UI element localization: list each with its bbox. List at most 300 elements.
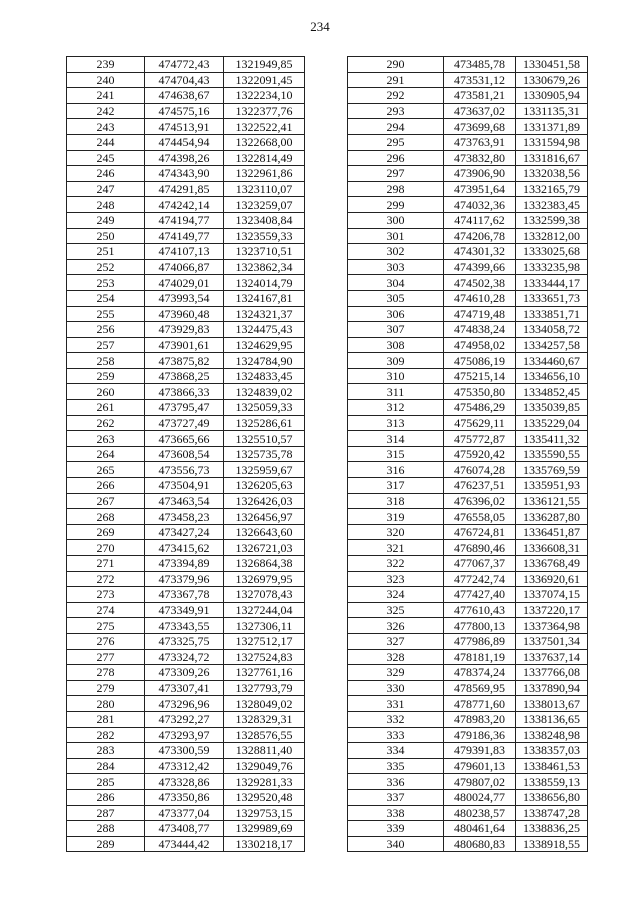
x-coordinate-cell: 474610,28 [444, 290, 516, 306]
point-number-cell: 307 [348, 322, 444, 338]
x-coordinate-cell: 480024,77 [444, 789, 516, 805]
x-coordinate-cell: 474638,67 [145, 88, 224, 104]
y-coordinate-cell: 1334058,72 [516, 322, 588, 338]
point-number-cell: 330 [348, 680, 444, 696]
point-number-cell: 295 [348, 134, 444, 150]
point-number-cell: 267 [67, 493, 145, 509]
x-coordinate-cell: 473367,78 [145, 587, 224, 603]
x-coordinate-cell: 474772,43 [145, 57, 224, 73]
table-row [67, 509, 305, 525]
y-coordinate-cell: 1325959,67 [224, 462, 305, 478]
x-coordinate-cell: 475215,14 [444, 368, 516, 384]
point-number-cell: 270 [67, 540, 145, 556]
y-coordinate-cell: 1328811,40 [224, 743, 305, 759]
table-row [67, 711, 305, 727]
y-coordinate-cell: 1337364,98 [516, 618, 588, 634]
x-coordinate-cell: 476074,28 [444, 462, 516, 478]
y-coordinate-cell: 1331594,98 [516, 134, 588, 150]
table-row [348, 400, 588, 416]
point-number-cell: 319 [348, 509, 444, 525]
x-coordinate-cell: 475772,87 [444, 431, 516, 447]
y-coordinate-cell: 1336608,31 [516, 540, 588, 556]
x-coordinate-cell: 476396,02 [444, 493, 516, 509]
y-coordinate-cell: 1322234,10 [224, 88, 305, 104]
x-coordinate-cell: 474513,91 [145, 119, 224, 135]
y-coordinate-cell: 1329049,76 [224, 758, 305, 774]
y-coordinate-cell: 1323110,07 [224, 181, 305, 197]
x-coordinate-cell: 480680,83 [444, 836, 516, 852]
point-number-cell: 264 [67, 446, 145, 462]
table-row [348, 228, 588, 244]
table-row [348, 758, 588, 774]
table-row [67, 633, 305, 649]
table-row [67, 602, 305, 618]
table-row [348, 462, 588, 478]
table-row [348, 493, 588, 509]
point-number-cell: 282 [67, 727, 145, 743]
y-coordinate-cell: 1331371,89 [516, 119, 588, 135]
table-row [348, 57, 588, 73]
point-number-cell: 318 [348, 493, 444, 509]
point-number-cell: 317 [348, 478, 444, 494]
x-coordinate-cell: 473350,86 [145, 789, 224, 805]
point-number-cell: 241 [67, 88, 145, 104]
table-row [348, 150, 588, 166]
point-number-cell: 300 [348, 212, 444, 228]
y-coordinate-cell: 1338248,98 [516, 727, 588, 743]
table-row [67, 119, 305, 135]
table-row [348, 711, 588, 727]
table-row [67, 665, 305, 681]
page-number: 234 [310, 19, 330, 34]
point-number-cell: 290 [348, 57, 444, 73]
point-number-cell: 288 [67, 821, 145, 837]
x-coordinate-cell: 473929,83 [145, 322, 224, 338]
y-coordinate-cell: 1331816,67 [516, 150, 588, 166]
x-coordinate-cell: 474242,14 [145, 197, 224, 213]
table-row [67, 524, 305, 540]
point-number-cell: 260 [67, 384, 145, 400]
point-number-cell: 322 [348, 556, 444, 572]
table-row [67, 290, 305, 306]
point-number-cell: 335 [348, 758, 444, 774]
point-number-cell: 306 [348, 306, 444, 322]
table-row [348, 368, 588, 384]
x-coordinate-cell: 474704,43 [145, 72, 224, 88]
x-coordinate-cell: 473394,89 [145, 556, 224, 572]
x-coordinate-cell: 473504,91 [145, 478, 224, 494]
y-coordinate-cell: 1329520,48 [224, 789, 305, 805]
x-coordinate-cell: 475629,11 [444, 415, 516, 431]
x-coordinate-cell: 474032,36 [444, 197, 516, 213]
table-row [348, 821, 588, 837]
table-row [348, 259, 588, 275]
y-coordinate-cell: 1329753,15 [224, 805, 305, 821]
x-coordinate-cell: 473415,62 [145, 540, 224, 556]
point-number-cell: 269 [67, 524, 145, 540]
point-number-cell: 239 [67, 57, 145, 73]
table-row [67, 275, 305, 291]
coordinates-table-right [347, 56, 588, 852]
point-number-cell: 272 [67, 571, 145, 587]
point-number-cell: 284 [67, 758, 145, 774]
y-coordinate-cell: 1326205,63 [224, 478, 305, 494]
y-coordinate-cell: 1338559,13 [516, 774, 588, 790]
point-number-cell: 336 [348, 774, 444, 790]
table-row [348, 836, 588, 852]
y-coordinate-cell: 1337501,34 [516, 633, 588, 649]
table-row [67, 618, 305, 634]
table-row [348, 587, 588, 603]
y-coordinate-cell: 1327761,16 [224, 665, 305, 681]
x-coordinate-cell: 474066,87 [145, 259, 224, 275]
y-coordinate-cell: 1332165,79 [516, 181, 588, 197]
x-coordinate-cell: 474719,48 [444, 306, 516, 322]
x-coordinate-cell: 473377,04 [145, 805, 224, 821]
table-row [348, 306, 588, 322]
y-coordinate-cell: 1324833,45 [224, 368, 305, 384]
table-row [348, 602, 588, 618]
table-row [67, 384, 305, 400]
x-coordinate-cell: 474291,85 [145, 181, 224, 197]
point-number-cell: 259 [67, 368, 145, 384]
table-row [67, 493, 305, 509]
point-number-cell: 258 [67, 353, 145, 369]
y-coordinate-cell: 1337766,08 [516, 665, 588, 681]
table-row [348, 197, 588, 213]
x-coordinate-cell: 473901,61 [145, 337, 224, 353]
x-coordinate-cell: 473960,48 [145, 306, 224, 322]
point-number-cell: 320 [348, 524, 444, 540]
table-row [67, 150, 305, 166]
point-number-cell: 325 [348, 602, 444, 618]
y-coordinate-cell: 1337890,94 [516, 680, 588, 696]
y-coordinate-cell: 1333235,98 [516, 259, 588, 275]
point-number-cell: 251 [67, 244, 145, 260]
point-number-cell: 277 [67, 649, 145, 665]
x-coordinate-cell: 473951,64 [444, 181, 516, 197]
y-coordinate-cell: 1324014,79 [224, 275, 305, 291]
x-coordinate-cell: 473349,91 [145, 602, 224, 618]
y-coordinate-cell: 1332383,45 [516, 197, 588, 213]
x-coordinate-cell: 473312,42 [145, 758, 224, 774]
y-coordinate-cell: 1335769,59 [516, 462, 588, 478]
y-coordinate-cell: 1322377,76 [224, 103, 305, 119]
point-number-cell: 292 [348, 88, 444, 104]
x-coordinate-cell: 473463,54 [145, 493, 224, 509]
x-coordinate-cell: 473868,25 [145, 368, 224, 384]
y-coordinate-cell: 1329281,33 [224, 774, 305, 790]
point-number-cell: 256 [67, 322, 145, 338]
y-coordinate-cell: 1338656,80 [516, 789, 588, 805]
table-row [67, 228, 305, 244]
x-coordinate-cell: 473556,73 [145, 462, 224, 478]
table-row [67, 478, 305, 494]
x-coordinate-cell: 478569,95 [444, 680, 516, 696]
coordinates-table-left [66, 56, 305, 852]
point-number-cell: 333 [348, 727, 444, 743]
x-coordinate-cell: 480238,57 [444, 805, 516, 821]
point-number-cell: 328 [348, 649, 444, 665]
x-coordinate-cell: 478771,60 [444, 696, 516, 712]
point-number-cell: 261 [67, 400, 145, 416]
point-number-cell: 340 [348, 836, 444, 852]
y-coordinate-cell: 1326721,03 [224, 540, 305, 556]
table-row [67, 821, 305, 837]
table-row [67, 836, 305, 852]
point-number-cell: 301 [348, 228, 444, 244]
table-row [67, 415, 305, 431]
table-row [67, 743, 305, 759]
table-row [348, 727, 588, 743]
y-coordinate-cell: 1327793,79 [224, 680, 305, 696]
y-coordinate-cell: 1335590,55 [516, 446, 588, 462]
table-row [348, 789, 588, 805]
y-coordinate-cell: 1327078,43 [224, 587, 305, 603]
x-coordinate-cell: 476558,05 [444, 509, 516, 525]
x-coordinate-cell: 473637,02 [444, 103, 516, 119]
y-coordinate-cell: 1323559,33 [224, 228, 305, 244]
point-number-cell: 287 [67, 805, 145, 821]
y-coordinate-cell: 1323408,84 [224, 212, 305, 228]
y-coordinate-cell: 1327512,17 [224, 633, 305, 649]
table-row [67, 789, 305, 805]
x-coordinate-cell: 474029,01 [145, 275, 224, 291]
point-number-cell: 252 [67, 259, 145, 275]
x-coordinate-cell: 478374,24 [444, 665, 516, 681]
table-row [348, 337, 588, 353]
x-coordinate-cell: 476890,46 [444, 540, 516, 556]
point-number-cell: 255 [67, 306, 145, 322]
x-coordinate-cell: 477242,74 [444, 571, 516, 587]
y-coordinate-cell: 1333025,68 [516, 244, 588, 260]
y-coordinate-cell: 1335039,85 [516, 400, 588, 416]
x-coordinate-cell: 479186,36 [444, 727, 516, 743]
point-number-cell: 296 [348, 150, 444, 166]
y-coordinate-cell: 1325286,61 [224, 415, 305, 431]
x-coordinate-cell: 475486,29 [444, 400, 516, 416]
y-coordinate-cell: 1322814,49 [224, 150, 305, 166]
x-coordinate-cell: 473293,97 [145, 727, 224, 743]
point-number-cell: 246 [67, 166, 145, 182]
y-coordinate-cell: 1324784,90 [224, 353, 305, 369]
x-coordinate-cell: 473300,59 [145, 743, 224, 759]
y-coordinate-cell: 1326643,60 [224, 524, 305, 540]
table-row [348, 166, 588, 182]
table-row [67, 649, 305, 665]
x-coordinate-cell: 473379,96 [145, 571, 224, 587]
point-number-cell: 247 [67, 181, 145, 197]
x-coordinate-cell: 473408,77 [145, 821, 224, 837]
y-coordinate-cell: 1326979,95 [224, 571, 305, 587]
point-number-cell: 315 [348, 446, 444, 462]
x-coordinate-cell: 473343,55 [145, 618, 224, 634]
y-coordinate-cell: 1324839,02 [224, 384, 305, 400]
point-number-cell: 266 [67, 478, 145, 494]
point-number-cell: 248 [67, 197, 145, 213]
point-number-cell: 299 [348, 197, 444, 213]
y-coordinate-cell: 1333444,17 [516, 275, 588, 291]
y-coordinate-cell: 1332812,00 [516, 228, 588, 244]
table-row [348, 384, 588, 400]
x-coordinate-cell: 475350,80 [444, 384, 516, 400]
y-coordinate-cell: 1338461,53 [516, 758, 588, 774]
table-row [348, 103, 588, 119]
table-row [67, 306, 305, 322]
table-row [348, 322, 588, 338]
x-coordinate-cell: 473296,96 [145, 696, 224, 712]
y-coordinate-cell: 1325510,57 [224, 431, 305, 447]
x-coordinate-cell: 473866,33 [145, 384, 224, 400]
x-coordinate-cell: 473832,80 [444, 150, 516, 166]
table-row [67, 368, 305, 384]
table-row [67, 134, 305, 150]
point-number-cell: 324 [348, 587, 444, 603]
x-coordinate-cell: 474107,13 [145, 244, 224, 260]
point-number-cell: 263 [67, 431, 145, 447]
y-coordinate-cell: 1330905,94 [516, 88, 588, 104]
y-coordinate-cell: 1337637,14 [516, 649, 588, 665]
point-number-cell: 293 [348, 103, 444, 119]
point-number-cell: 298 [348, 181, 444, 197]
table-row [348, 524, 588, 540]
point-number-cell: 243 [67, 119, 145, 135]
table-row [348, 431, 588, 447]
x-coordinate-cell: 473727,49 [145, 415, 224, 431]
y-coordinate-cell: 1330451,58 [516, 57, 588, 73]
y-coordinate-cell: 1324167,81 [224, 290, 305, 306]
y-coordinate-cell: 1327306,11 [224, 618, 305, 634]
table-row [67, 727, 305, 743]
table-row [67, 680, 305, 696]
x-coordinate-cell: 474575,16 [145, 103, 224, 119]
x-coordinate-cell: 473665,66 [145, 431, 224, 447]
coordinates-table-body [348, 57, 588, 852]
point-number-cell: 327 [348, 633, 444, 649]
table-row [348, 290, 588, 306]
y-coordinate-cell: 1335411,32 [516, 431, 588, 447]
point-number-cell: 332 [348, 711, 444, 727]
x-coordinate-cell: 474958,02 [444, 337, 516, 353]
y-coordinate-cell: 1324629,95 [224, 337, 305, 353]
table-row [348, 181, 588, 197]
y-coordinate-cell: 1336451,87 [516, 524, 588, 540]
x-coordinate-cell: 473325,75 [145, 633, 224, 649]
y-coordinate-cell: 1329989,69 [224, 821, 305, 837]
y-coordinate-cell: 1330218,17 [224, 836, 305, 852]
point-number-cell: 271 [67, 556, 145, 572]
table-row [67, 696, 305, 712]
point-number-cell: 321 [348, 540, 444, 556]
y-coordinate-cell: 1335229,04 [516, 415, 588, 431]
point-number-cell: 314 [348, 431, 444, 447]
x-coordinate-cell: 473309,26 [145, 665, 224, 681]
table-row [348, 571, 588, 587]
point-number-cell: 339 [348, 821, 444, 837]
y-coordinate-cell: 1336768,49 [516, 556, 588, 572]
table-row [67, 259, 305, 275]
y-coordinate-cell: 1321949,85 [224, 57, 305, 73]
y-coordinate-cell: 1324475,43 [224, 322, 305, 338]
x-coordinate-cell: 474838,24 [444, 322, 516, 338]
y-coordinate-cell: 1334852,45 [516, 384, 588, 400]
point-number-cell: 262 [67, 415, 145, 431]
table-row [348, 540, 588, 556]
x-coordinate-cell: 474399,66 [444, 259, 516, 275]
x-coordinate-cell: 474502,38 [444, 275, 516, 291]
table-row [348, 680, 588, 696]
x-coordinate-cell: 476237,51 [444, 478, 516, 494]
y-coordinate-cell: 1327244,04 [224, 602, 305, 618]
x-coordinate-cell: 473328,86 [145, 774, 224, 790]
x-coordinate-cell: 475086,19 [444, 353, 516, 369]
y-coordinate-cell: 1336121,55 [516, 493, 588, 509]
x-coordinate-cell: 477427,40 [444, 587, 516, 603]
point-number-cell: 289 [67, 836, 145, 852]
point-number-cell: 278 [67, 665, 145, 681]
point-number-cell: 331 [348, 696, 444, 712]
table-row [348, 244, 588, 260]
table-row [67, 88, 305, 104]
x-coordinate-cell: 473581,21 [444, 88, 516, 104]
table-row [67, 337, 305, 353]
y-coordinate-cell: 1326864,38 [224, 556, 305, 572]
x-coordinate-cell: 473531,12 [444, 72, 516, 88]
x-coordinate-cell: 473875,82 [145, 353, 224, 369]
x-coordinate-cell: 478181,19 [444, 649, 516, 665]
x-coordinate-cell: 474117,62 [444, 212, 516, 228]
table-row [348, 212, 588, 228]
point-number-cell: 334 [348, 743, 444, 759]
point-number-cell: 257 [67, 337, 145, 353]
table-row [67, 353, 305, 369]
point-number-cell: 302 [348, 244, 444, 260]
point-number-cell: 316 [348, 462, 444, 478]
table-row [348, 134, 588, 150]
y-coordinate-cell: 1334257,58 [516, 337, 588, 353]
coordinates-table-body [67, 57, 305, 852]
table-row [67, 72, 305, 88]
table-row [348, 633, 588, 649]
y-coordinate-cell: 1322668,00 [224, 134, 305, 150]
point-number-cell: 308 [348, 337, 444, 353]
table-row [348, 774, 588, 790]
table-row [67, 462, 305, 478]
y-coordinate-cell: 1334656,10 [516, 368, 588, 384]
x-coordinate-cell: 478983,20 [444, 711, 516, 727]
point-number-cell: 291 [348, 72, 444, 88]
point-number-cell: 310 [348, 368, 444, 384]
y-coordinate-cell: 1325735,78 [224, 446, 305, 462]
y-coordinate-cell: 1338918,55 [516, 836, 588, 852]
point-number-cell: 309 [348, 353, 444, 369]
y-coordinate-cell: 1335951,93 [516, 478, 588, 494]
y-coordinate-cell: 1323710,51 [224, 244, 305, 260]
point-number-cell: 273 [67, 587, 145, 603]
point-number-cell: 312 [348, 400, 444, 416]
y-coordinate-cell: 1332038,56 [516, 166, 588, 182]
x-coordinate-cell: 473699,68 [444, 119, 516, 135]
x-coordinate-cell: 476724,81 [444, 524, 516, 540]
point-number-cell: 280 [67, 696, 145, 712]
point-number-cell: 268 [67, 509, 145, 525]
y-coordinate-cell: 1322522,41 [224, 119, 305, 135]
x-coordinate-cell: 474454,94 [145, 134, 224, 150]
x-coordinate-cell: 473307,41 [145, 680, 224, 696]
point-number-cell: 283 [67, 743, 145, 759]
x-coordinate-cell: 473324,72 [145, 649, 224, 665]
point-number-cell: 276 [67, 633, 145, 649]
